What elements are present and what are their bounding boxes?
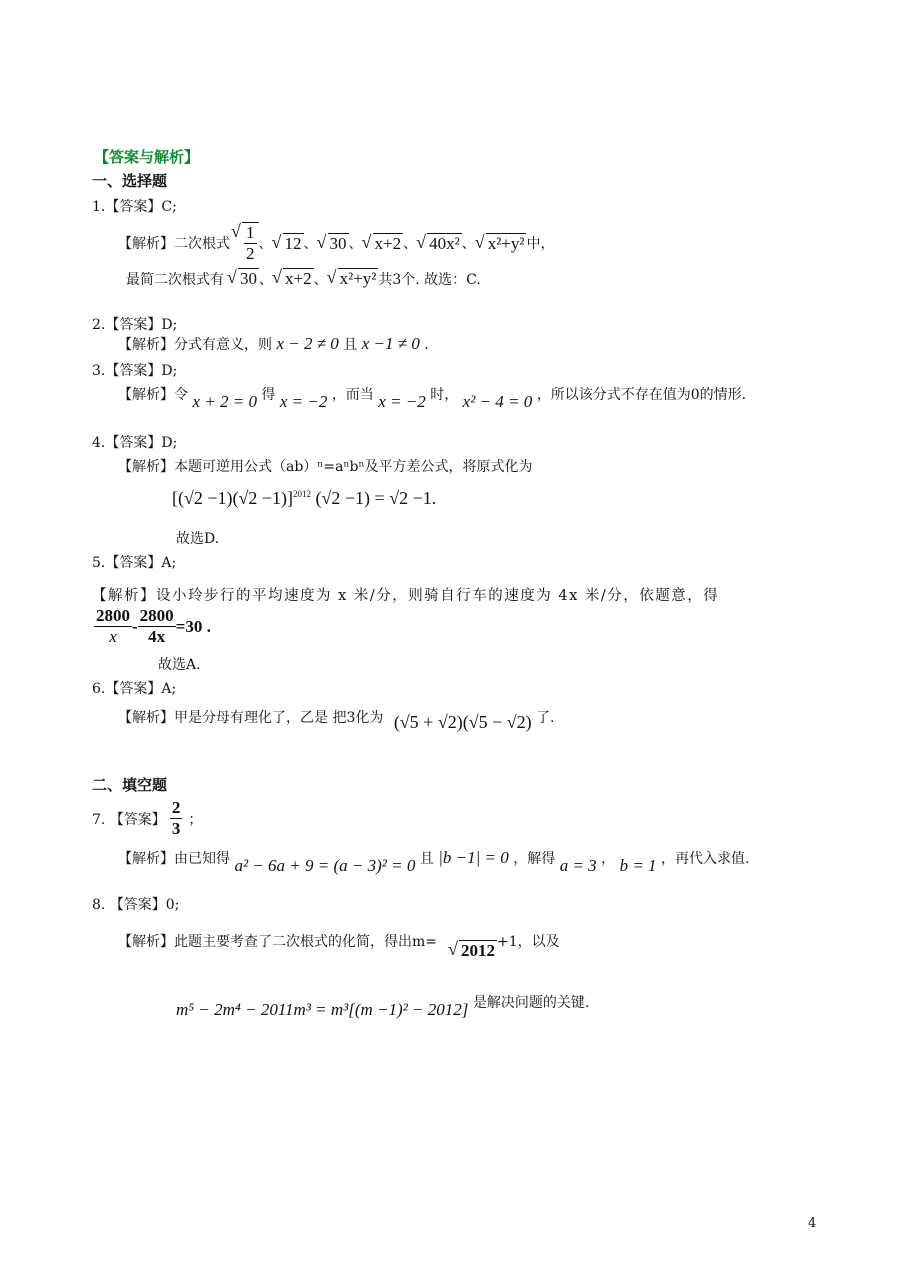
sqrt-x-plus-2: √ x+2: [373, 233, 404, 254]
q2-answer: 2.【答案】D;: [92, 317, 178, 333]
sqrt-30: √ 30: [238, 268, 259, 289]
q5-f1-num: 2800: [96, 606, 130, 625]
q1-analysis-line1: [118, 222, 554, 264]
q8-sqrt-2012: √ 2012: [459, 940, 497, 961]
q3-analysis-label: 【解析】令: [118, 387, 188, 403]
q7-expr1: a² − 6a + 9 = (a − 3)² = 0: [234, 856, 416, 875]
q8-plus: +1，以及: [497, 933, 560, 950]
q1-analysis-label: 【解析】二次根式: [118, 236, 230, 252]
sqrt-half: [242, 222, 259, 264]
sqrt-x-plus-2: √ x+2: [283, 268, 314, 289]
q3-text2: ，而当: [331, 387, 374, 403]
q4-exponent: 2012: [293, 489, 312, 499]
q5-equation: [94, 606, 211, 647]
q6-tail: 了.: [536, 710, 555, 726]
q2-analysis: [118, 334, 429, 354]
q7-answer-label: 7. 【答案】: [92, 811, 166, 828]
q4-formula: [172, 488, 436, 509]
q4-analysis: 【解析】本题可逆用公式（ab）ⁿ=aⁿbⁿ及平方差公式，将原式化为: [118, 459, 533, 475]
q3-text1: 得: [261, 387, 276, 403]
q7-analysis-label: 【解析】由已知得: [118, 851, 230, 867]
q7-answer: [92, 798, 202, 839]
frac-num: √ 1: [246, 223, 255, 242]
separator: 、: [403, 236, 418, 252]
q7-frac-den: 3: [171, 819, 181, 838]
sqrt-40x2: √ 40x²: [427, 233, 462, 254]
q1-tail: 中，: [526, 236, 555, 252]
q6-answer: 6.【答案】A;: [92, 681, 177, 697]
separator: 、: [303, 236, 318, 252]
q3-expr1: x + 2 = 0: [192, 392, 257, 411]
q4-formula-tail: (√2 −1) = √2 −1.: [315, 488, 437, 508]
q3-expr3: x = −2: [378, 392, 426, 411]
q3-answer: 3.【答案】D;: [92, 363, 178, 379]
q8-formula-line: [176, 992, 590, 1019]
q3-expr4: x² − 4 = 0: [462, 392, 533, 411]
q5-fraction1: [94, 606, 132, 647]
q5-f1-den: x: [109, 627, 117, 646]
q2-end: .: [424, 337, 429, 353]
q7-text1: ，解得: [513, 851, 556, 867]
q8-answer: 8. 【答案】0;: [92, 897, 180, 913]
q7-and: 且: [419, 851, 434, 867]
q8-tail: 是解决问题的关键.: [472, 995, 590, 1011]
q1-line2-head: 最简二次根式有: [126, 271, 224, 288]
q7-text2: ，再代入求值.: [661, 851, 750, 867]
page-number: 4: [808, 1216, 817, 1231]
q5-f2-num: 2800: [139, 606, 174, 625]
sqrt-x2-y2: √ x²+y²: [338, 268, 379, 289]
section-choice: 一、选择题: [92, 172, 168, 190]
q5-eq: =30 .: [175, 616, 211, 636]
q7-expr4: b = 1: [619, 856, 657, 875]
q1-answer: 1.【答案】C;: [92, 199, 177, 215]
q6-analysis: [118, 706, 555, 732]
frac-den: 2: [246, 244, 255, 263]
sqrt-x2-y2: √ x²+y²: [486, 233, 527, 254]
q2-analysis-label: 【解析】分式有意义，则: [118, 337, 272, 353]
q5-analysis: 【解析】设小玲步行的平均速度为 x 米/分，则骑自行车的速度为 4x 米/分，依题意，得: [92, 588, 720, 604]
q5-fraction2: [138, 606, 176, 647]
q8-analysis: [118, 930, 560, 960]
q7-frac-num: 2: [171, 798, 181, 817]
q3-expr2: x = −2: [279, 392, 328, 411]
q8-formula: m⁵ − 2m⁴ − 2011m³ = m³[(m −1)² − 2012]: [176, 1000, 469, 1019]
q4-choose: 故选D.: [176, 531, 220, 547]
q4-answer: 4.【答案】D;: [92, 435, 178, 451]
q1-analysis-line2: [126, 268, 481, 289]
separator: 、: [313, 271, 328, 288]
section-fill: 二、填空题: [92, 776, 168, 794]
q5-f2-den: 4x: [148, 627, 166, 646]
sqrt-30: √ 30: [328, 233, 349, 254]
q6-analysis-label: 【解析】甲是分母有理化了，乙是 把3化为: [118, 710, 384, 726]
separator: 、: [258, 236, 273, 252]
separator: 、: [461, 236, 476, 252]
q5-answer: 5.【答案】A;: [92, 555, 177, 571]
q2-expr1: x − 2 ≠ 0: [276, 334, 339, 353]
q3-text4: ，所以该分式不存在值为0的情形.: [536, 387, 747, 403]
q5-choose: 故选A.: [158, 657, 201, 673]
q2-expr2: x −1 ≠ 0: [361, 334, 420, 353]
q7-semi: ；: [188, 811, 203, 828]
q3-text3: 时，: [430, 387, 459, 403]
answer-heading: 【答案与解析】: [94, 148, 200, 166]
q7-expr2: |b −1| = 0: [438, 848, 509, 867]
separator: 、: [259, 271, 273, 288]
q3-analysis: [118, 384, 747, 411]
q1-line2-tail: 共3个. 故选：C.: [378, 271, 481, 288]
q4-formula-main: [(√2 −1)(√2 −1)]: [172, 488, 294, 508]
q8-analysis-label: 【解析】此题主要考查了二次根式的化简，得出m=: [118, 933, 438, 950]
separator: 、: [348, 236, 363, 252]
q7-analysis: [118, 848, 750, 875]
sqrt-12: √ 12: [283, 233, 304, 254]
q5-minus: -: [132, 616, 138, 636]
q6-expr: (√5 + √2)(√5 − √2): [393, 712, 532, 732]
q7-fraction: [170, 798, 183, 839]
q2-and: 且: [343, 337, 358, 353]
q7-expr3: a = 3: [559, 856, 597, 875]
q7-comma: ，: [601, 851, 616, 867]
